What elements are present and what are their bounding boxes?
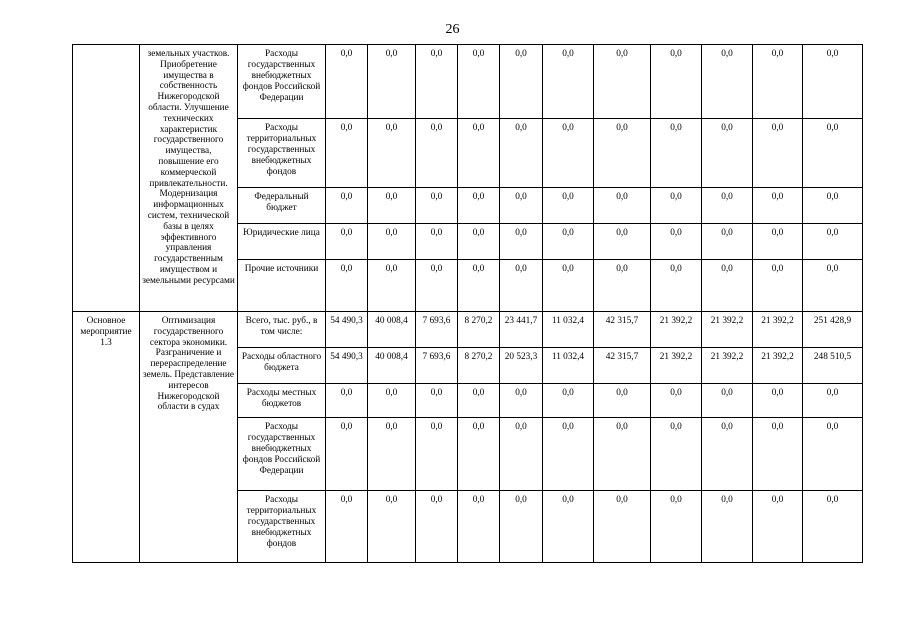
value-cell: 0,0 <box>753 384 803 418</box>
value-cell: 0,0 <box>368 119 416 188</box>
value-cell: 0,0 <box>543 188 594 224</box>
measure-cell: Основное мероприятие 1.3 <box>73 312 140 563</box>
value-cell: 0,0 <box>368 418 416 491</box>
value-cell: 0,0 <box>702 418 753 491</box>
value-cell: 0,0 <box>326 260 368 312</box>
value-cell: 0,0 <box>594 188 651 224</box>
value-cell: 20 523,3 <box>500 348 543 384</box>
value-cell: 0,0 <box>416 418 458 491</box>
value-cell: 21 392,2 <box>651 312 702 348</box>
value-cell: 0,0 <box>543 384 594 418</box>
value-cell: 21 392,2 <box>753 312 803 348</box>
value-cell: 0,0 <box>458 224 500 260</box>
value-cell: 0,0 <box>803 119 863 188</box>
value-cell: 0,0 <box>594 224 651 260</box>
value-cell: 0,0 <box>416 384 458 418</box>
value-cell: 0,0 <box>326 384 368 418</box>
value-cell: 42 315,7 <box>594 348 651 384</box>
value-cell: 0,0 <box>651 45 702 119</box>
value-cell: 248 510,5 <box>803 348 863 384</box>
value-cell: 0,0 <box>651 418 702 491</box>
value-cell: 0,0 <box>803 491 863 563</box>
value-cell: 8 270,2 <box>458 348 500 384</box>
value-cell: 0,0 <box>416 491 458 563</box>
value-cell: 0,0 <box>543 260 594 312</box>
value-cell: 0,0 <box>500 45 543 119</box>
value-cell: 0,0 <box>500 418 543 491</box>
value-cell: 23 441,7 <box>500 312 543 348</box>
value-cell: 0,0 <box>753 224 803 260</box>
value-cell: 0,0 <box>702 188 753 224</box>
value-cell: 0,0 <box>500 188 543 224</box>
value-cell: 0,0 <box>368 260 416 312</box>
value-cell: 0,0 <box>326 45 368 119</box>
value-cell: 11 032,4 <box>543 312 594 348</box>
value-cell: 0,0 <box>651 491 702 563</box>
value-cell: 0,0 <box>753 491 803 563</box>
value-cell: 0,0 <box>702 260 753 312</box>
value-cell: 0,0 <box>416 260 458 312</box>
funding-source-cell: Юридические лица <box>238 224 326 260</box>
value-cell: 0,0 <box>458 418 500 491</box>
value-cell: 0,0 <box>500 491 543 563</box>
value-cell: 0,0 <box>594 45 651 119</box>
funding-source-cell: Расходы областного бюджета <box>238 348 326 384</box>
value-cell: 21 392,2 <box>753 348 803 384</box>
value-cell: 0,0 <box>702 45 753 119</box>
value-cell: 54 490,3 <box>326 348 368 384</box>
funding-source-cell: Всего, тыс. руб., в том числе: <box>238 312 326 348</box>
value-cell: 21 392,2 <box>651 348 702 384</box>
table-row <box>73 45 863 119</box>
funding-source-cell: Расходы местных бюджетов <box>238 384 326 418</box>
value-cell: 0,0 <box>753 45 803 119</box>
value-cell: 0,0 <box>326 224 368 260</box>
value-cell: 0,0 <box>458 188 500 224</box>
value-cell: 0,0 <box>416 45 458 119</box>
value-cell: 0,0 <box>753 260 803 312</box>
value-cell: 0,0 <box>416 224 458 260</box>
value-cell: 0,0 <box>458 119 500 188</box>
value-cell: 0,0 <box>500 384 543 418</box>
value-cell: 0,0 <box>651 384 702 418</box>
value-cell: 0,0 <box>326 119 368 188</box>
funding-source-cell: Федеральный бюджет <box>238 188 326 224</box>
value-cell: 0,0 <box>803 260 863 312</box>
value-cell: 0,0 <box>368 384 416 418</box>
value-cell: 0,0 <box>458 260 500 312</box>
value-cell: 0,0 <box>543 224 594 260</box>
value-cell: 0,0 <box>702 119 753 188</box>
funding-source-cell: Прочие источники <box>238 260 326 312</box>
value-cell: 0,0 <box>651 224 702 260</box>
value-cell: 0,0 <box>543 119 594 188</box>
value-cell: 0,0 <box>500 260 543 312</box>
value-cell: 0,0 <box>803 384 863 418</box>
value-cell: 21 392,2 <box>702 348 753 384</box>
table-row <box>73 312 863 348</box>
value-cell: 54 490,3 <box>326 312 368 348</box>
value-cell: 8 270,2 <box>458 312 500 348</box>
value-cell: 0,0 <box>753 188 803 224</box>
value-cell: 0,0 <box>368 491 416 563</box>
value-cell: 11 032,4 <box>543 348 594 384</box>
value-cell: 0,0 <box>803 224 863 260</box>
value-cell: 0,0 <box>651 260 702 312</box>
budget-table <box>72 44 863 563</box>
description-cell: Оптимизация государственного сектора экономики. Разграничение и перераспределение земель. Представление интересов Нижегородской области в судах <box>140 312 238 563</box>
value-cell: 0,0 <box>803 188 863 224</box>
value-cell: 7 693,6 <box>416 348 458 384</box>
value-cell: 0,0 <box>458 384 500 418</box>
value-cell: 251 428,9 <box>803 312 863 348</box>
value-cell: 0,0 <box>500 224 543 260</box>
value-cell: 7 693,6 <box>416 312 458 348</box>
value-cell: 0,0 <box>368 224 416 260</box>
funding-source-cell: Расходы государственных внебюджетных фондов Российской Федерации <box>238 45 326 119</box>
value-cell: 0,0 <box>500 119 543 188</box>
measure-cell <box>73 45 140 312</box>
value-cell: 0,0 <box>803 418 863 491</box>
value-cell: 0,0 <box>702 491 753 563</box>
value-cell: 0,0 <box>326 491 368 563</box>
value-cell: 40 008,4 <box>368 348 416 384</box>
value-cell: 0,0 <box>368 188 416 224</box>
description-cell: земельных участков. Приобретение имущества в собственность Нижегородской области. Улучшение технических характеристик государственного имущества, повышение его коммерческой привлекательности. Модернизация информационных систем, технической базы в целях эффективного управления государственным имуществом и земельными ресурсами <box>140 45 238 312</box>
value-cell: 0,0 <box>702 384 753 418</box>
value-cell: 0,0 <box>458 45 500 119</box>
page-number: 26 <box>445 22 460 37</box>
value-cell: 40 008,4 <box>368 312 416 348</box>
value-cell: 0,0 <box>753 119 803 188</box>
funding-source-cell: Расходы территориальных государственных внебюджетных фондов <box>238 119 326 188</box>
value-cell: 21 392,2 <box>702 312 753 348</box>
value-cell: 0,0 <box>368 45 416 119</box>
value-cell: 0,0 <box>753 418 803 491</box>
value-cell: 0,0 <box>594 119 651 188</box>
value-cell: 0,0 <box>543 418 594 491</box>
funding-source-cell: Расходы территориальных государственных внебюджетных фондов <box>238 491 326 563</box>
value-cell: 0,0 <box>594 418 651 491</box>
value-cell: 0,0 <box>651 188 702 224</box>
value-cell: 0,0 <box>416 119 458 188</box>
value-cell: 0,0 <box>803 45 863 119</box>
value-cell: 0,0 <box>326 418 368 491</box>
funding-source-cell: Расходы государственных внебюджетных фондов Российской Федерации <box>238 418 326 491</box>
value-cell: 0,0 <box>594 491 651 563</box>
value-cell: 0,0 <box>594 260 651 312</box>
value-cell: 0,0 <box>416 188 458 224</box>
value-cell: 0,0 <box>594 384 651 418</box>
value-cell: 0,0 <box>543 45 594 119</box>
value-cell: 0,0 <box>326 188 368 224</box>
value-cell: 0,0 <box>543 491 594 563</box>
value-cell: 0,0 <box>651 119 702 188</box>
value-cell: 0,0 <box>458 491 500 563</box>
value-cell: 42 315,7 <box>594 312 651 348</box>
value-cell: 0,0 <box>702 224 753 260</box>
